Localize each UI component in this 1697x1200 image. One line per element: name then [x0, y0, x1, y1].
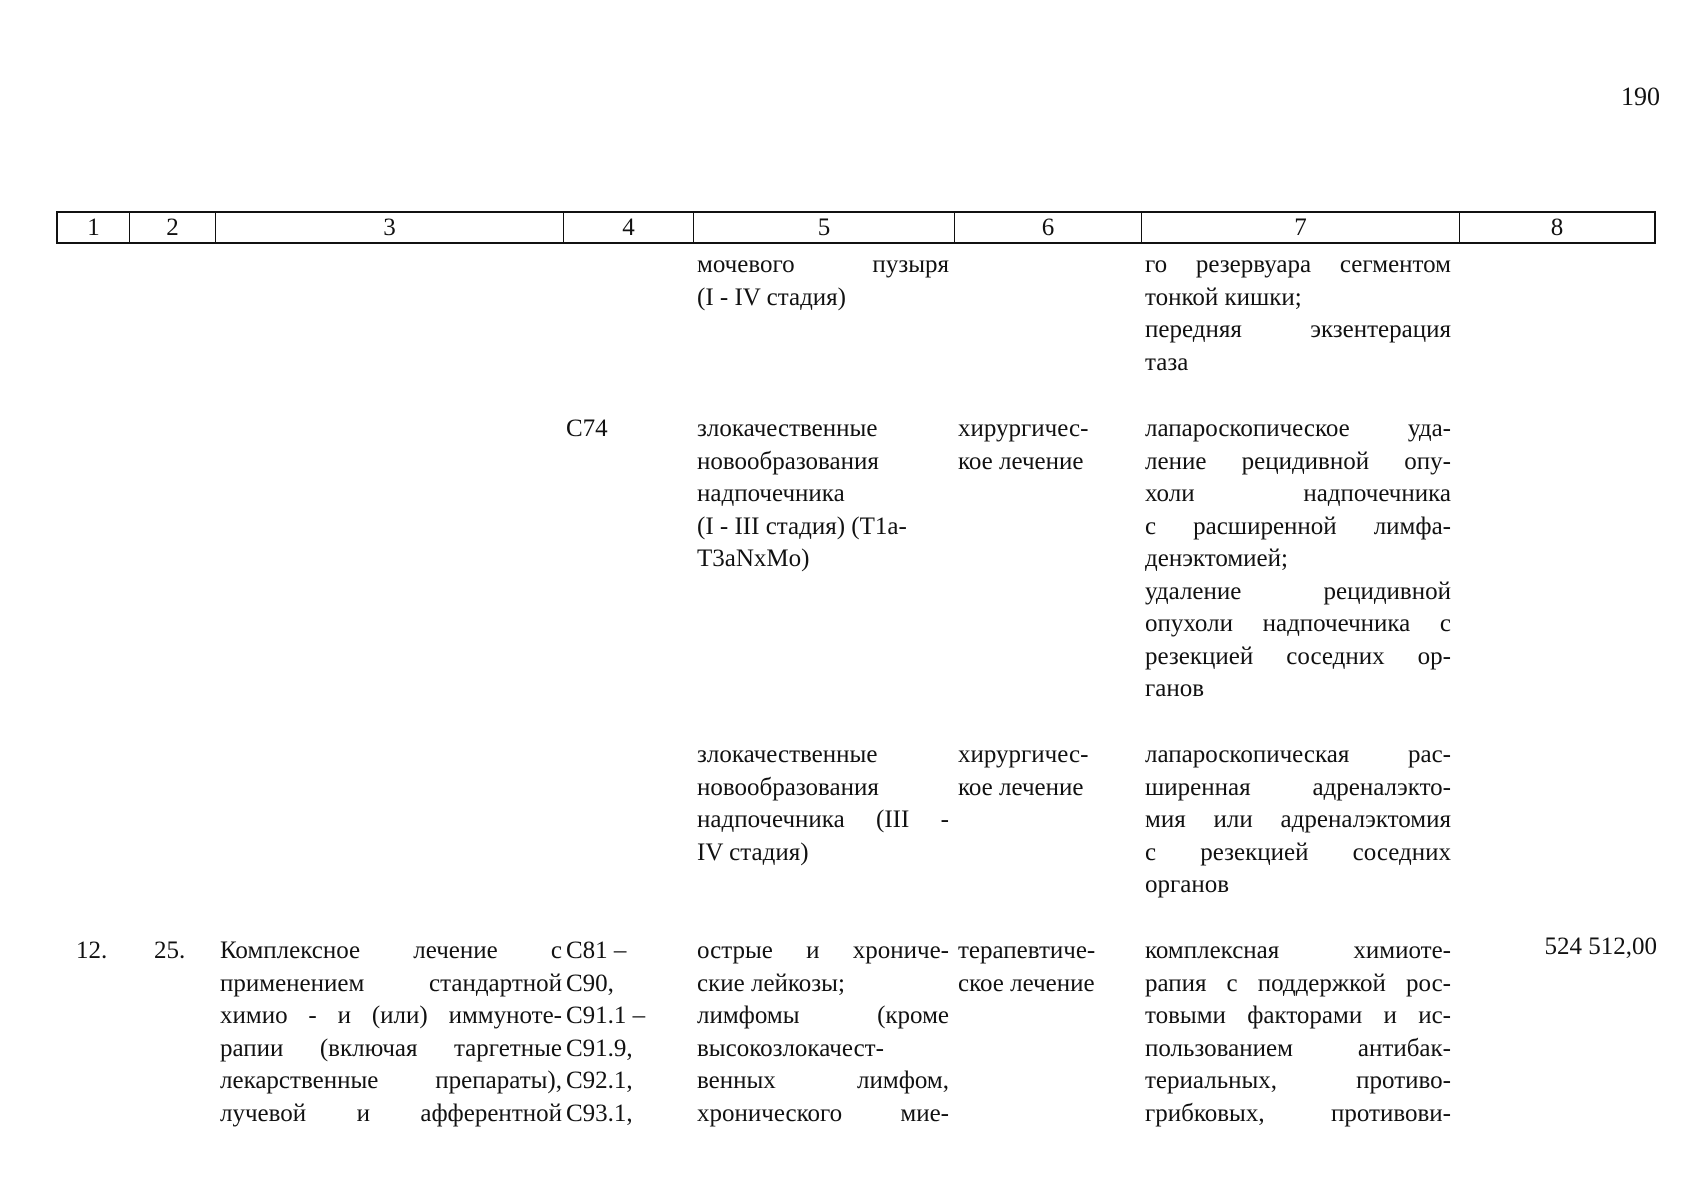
row-3-icd-codes [566, 935, 666, 1130]
row-3-subnumber [154, 935, 204, 968]
text-line: T3aNxMo) [697, 545, 810, 572]
text-line: лапароскопическое уда- [1145, 415, 1451, 442]
text-line: рапия с поддержкой рос- [1145, 969, 1451, 997]
text-line: злокачественные [697, 415, 878, 442]
row-1-treatment-type [958, 413, 1118, 478]
row-3-cost [1500, 931, 1657, 964]
row-1-diagnosis [697, 413, 949, 576]
text-line: лучевой и афферентной [220, 1099, 562, 1127]
text-line: резекцией соседних ор- [1145, 642, 1451, 670]
header-col-2: 2 [130, 213, 216, 242]
text-line: IV стадия) [697, 838, 809, 866]
text-line: хирургичес- [958, 741, 1089, 768]
text-line: злокачественные [697, 741, 878, 768]
text-line: (I - IV стадия) [697, 283, 846, 311]
text-line: ские лейкозы; [697, 969, 845, 997]
header-col-3: 3 [216, 213, 564, 242]
text-line: таза [1145, 348, 1189, 376]
text-line: мочевого пузыря [697, 251, 949, 278]
text-line: C92.1, [566, 1067, 633, 1094]
row-2-method [1145, 739, 1451, 902]
text-line: (I - III стадия) (T1a- [697, 512, 907, 540]
text-line: тонкой кишки; [1145, 283, 1302, 311]
text-line: го резервуара сегментом [1145, 251, 1451, 278]
text-line: C93.1, [566, 1099, 633, 1127]
text-line: комплексная химиоте- [1145, 937, 1451, 964]
text-line: рапии (включая таргетные [220, 1034, 562, 1062]
text-line: химио - и (или) иммуноте- [220, 1002, 562, 1029]
text-line: с расширенной лимфа- [1145, 512, 1451, 540]
row-0-method [1145, 249, 1451, 379]
text-line: 524 512,00 [1544, 933, 1657, 960]
header-col-5: 5 [694, 213, 955, 242]
header-col-6: 6 [955, 213, 1142, 242]
text-line: новообразования [697, 773, 879, 801]
text-line: лапароскопическая рас- [1145, 741, 1451, 768]
row-3-care-type [220, 935, 562, 1130]
header-col-7: 7 [1142, 213, 1460, 242]
text-line: надпочечника [697, 480, 845, 507]
text-line: передняя экзентерация [1145, 316, 1451, 343]
text-line: C90, [566, 969, 614, 997]
text-line: мия или адреналэктомия [1145, 806, 1451, 833]
text-line: ление рецидивной опу- [1145, 447, 1451, 475]
text-line: терапевтиче- [958, 937, 1096, 964]
text-line: ское лечение [958, 969, 1095, 997]
text-line: 25. [154, 937, 186, 964]
text-line: холи надпочечника [1145, 480, 1451, 507]
text-line: денэктомией; [1145, 545, 1288, 572]
text-line: териальных, противо- [1145, 1067, 1451, 1094]
text-line: ганов [1145, 675, 1205, 702]
row-1-icd-codes [566, 413, 666, 446]
text-line: кое лечение [958, 773, 1084, 801]
text-line: опухоли надпочечника с [1145, 610, 1451, 637]
text-line: венных лимфом, [697, 1067, 949, 1094]
header-col-4: 4 [564, 213, 694, 242]
header-col-1: 1 [58, 213, 130, 242]
text-line: хирургичес- [958, 415, 1089, 442]
row-2-diagnosis [697, 739, 949, 869]
row-2-treatment-type [958, 739, 1118, 804]
text-line: хронического мие- [697, 1099, 949, 1127]
text-line: C91.1 – [566, 1002, 646, 1029]
text-line: C91.9, [566, 1034, 633, 1062]
text-line: применением стандартной [220, 969, 562, 997]
text-line: надпочечника (III - [697, 806, 949, 833]
text-line: грибковых, противови- [1145, 1099, 1451, 1127]
row-3-method [1145, 935, 1451, 1130]
row-1-method [1145, 413, 1451, 706]
text-line: 12. [76, 937, 108, 964]
row-0-diagnosis [697, 249, 949, 314]
text-line: удаление рецидивной [1145, 577, 1451, 605]
text-line: C81 – [566, 937, 627, 964]
text-line: Комплексное лечение с [220, 937, 562, 964]
text-line: высокозлокачест- [697, 1034, 884, 1062]
text-line: пользованием антибак- [1145, 1034, 1451, 1062]
row-3-treatment-type [958, 935, 1118, 1000]
page-number: 190 [1621, 82, 1660, 111]
text-line: органов [1145, 871, 1230, 898]
text-line: C74 [566, 415, 608, 442]
text-line: ширенная адреналэкто- [1145, 773, 1451, 801]
text-line: острые и хрониче- [697, 937, 949, 964]
text-line: лекарственные препараты), [220, 1067, 562, 1094]
text-line: с резекцией соседних [1145, 838, 1451, 866]
text-line: товыми факторами и ис- [1145, 1002, 1451, 1029]
text-line: лимфомы (кроме [697, 1002, 949, 1029]
row-3-number [76, 935, 126, 968]
text-line: новообразования [697, 447, 879, 475]
row-3-diagnosis [697, 935, 949, 1130]
table-header-row [56, 211, 1656, 244]
text-line: кое лечение [958, 447, 1084, 475]
header-col-8: 8 [1550, 214, 1564, 241]
